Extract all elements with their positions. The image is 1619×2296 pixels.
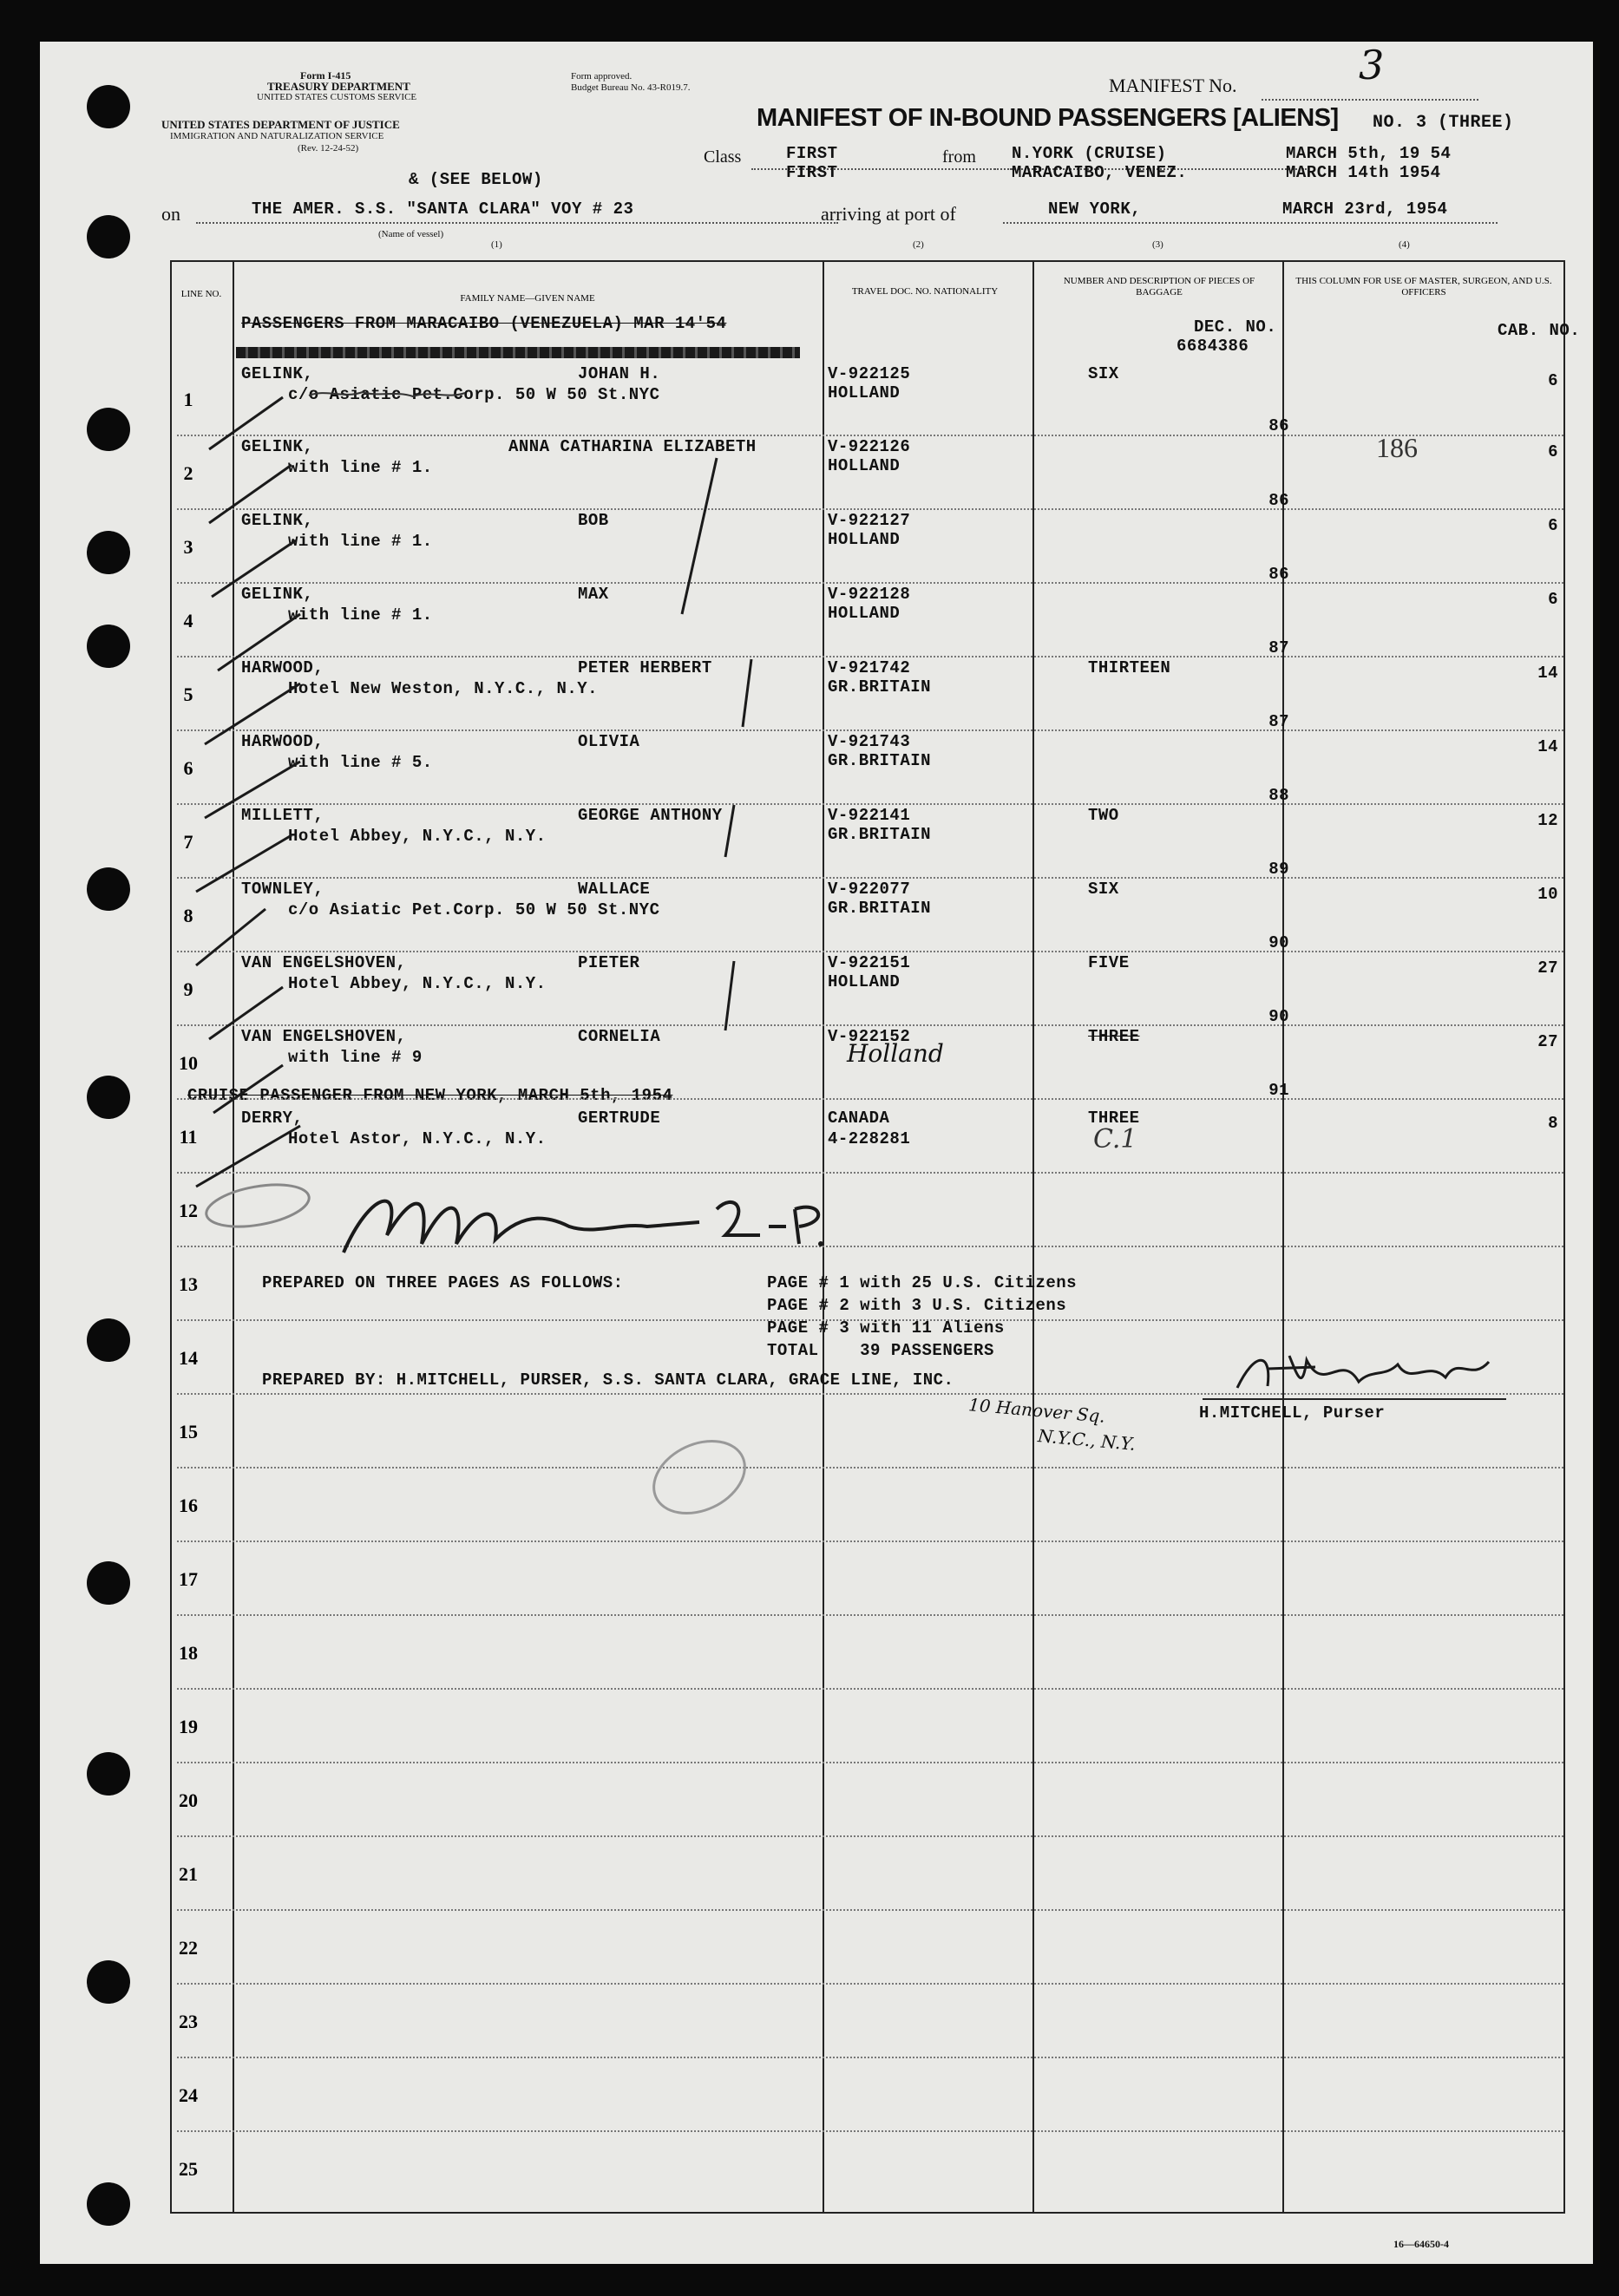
given-name: BOB — [578, 511, 609, 530]
travel-doc-no: V-922127 — [828, 511, 911, 530]
dec-number: 88 — [1268, 786, 1289, 805]
travel-doc-no: V-922128 — [828, 585, 911, 604]
from-value-1: N.YORK (CRUISE) — [1012, 144, 1167, 163]
cab-number: 10 — [1537, 885, 1558, 904]
cab-number: 8 — [1548, 1114, 1558, 1133]
cab-number: 6 — [1548, 516, 1558, 535]
baggage: SIX — [1088, 364, 1119, 383]
nationality: CANADA — [828, 1109, 890, 1128]
date-value-2: MARCH 14th 1954 — [1286, 163, 1441, 182]
nationality: HOLLAND — [828, 972, 901, 991]
travel-doc-no: V-922152 — [828, 1027, 911, 1046]
address: with line # 1. — [288, 532, 433, 551]
line-number: 21 — [179, 1863, 198, 1885]
line-number: 7 — [183, 831, 193, 853]
line-number: 8 — [183, 905, 193, 926]
page-summary-total: TOTAL 39 PASSENGERS — [767, 1341, 994, 1360]
line-number: 13 — [179, 1273, 198, 1295]
page-summary-1: PAGE # 1 with 25 U.S. Citizens — [767, 1273, 1078, 1292]
address: Hotel New Weston, N.Y.C., N.Y. — [288, 679, 599, 698]
line-number: 11 — [179, 1126, 198, 1148]
line-number: 6 — [183, 757, 193, 779]
cab-number: 27 — [1537, 958, 1558, 978]
line-number: 25 — [179, 2158, 198, 2180]
given-name: ANNA CATHARINA ELIZABETH — [508, 437, 757, 456]
revision: (Rev. 12-24-52) — [298, 143, 359, 154]
travel-doc-no: V-922141 — [828, 806, 911, 825]
cab-number: 14 — [1537, 737, 1558, 756]
footer-code: 16—64650-4 — [1393, 2238, 1449, 2250]
line-number: 24 — [179, 2084, 198, 2106]
line-number: 1 — [183, 389, 193, 410]
from-label: from — [942, 147, 976, 167]
class-label: Class — [704, 147, 742, 167]
cab-number: 12 — [1537, 811, 1558, 830]
prepared-by: PREPARED BY: H.MITCHELL, PURSER, S.S. SANTA CLARA, GRACE LINE, INC. — [262, 1370, 954, 1390]
budget-bureau: Budget Bureau No. 43-R019.7. — [571, 82, 691, 93]
line-number: 20 — [179, 1789, 198, 1811]
binder-hole — [87, 1752, 130, 1796]
baggage: TWO — [1088, 806, 1119, 825]
purser-signature — [1220, 1343, 1506, 1403]
class-value-1: FIRST — [786, 144, 838, 163]
line-number: 23 — [179, 2011, 198, 2032]
binder-hole — [87, 2182, 130, 2226]
family-name: MILLETT, — [241, 806, 324, 825]
binder-hole — [87, 1318, 130, 1362]
family-name: TOWNLEY, — [241, 880, 324, 899]
address: c/o Asiatic Pet.Corp. 50 W 50 St.NYC — [288, 900, 660, 919]
travel-doc-no: V-921742 — [828, 658, 911, 677]
col-head-line-no: LINE NO. — [180, 289, 222, 299]
address: Hotel Abbey, N.Y.C., N.Y. — [288, 974, 547, 993]
dec-number: 86 — [1268, 491, 1289, 510]
given-name: PIETER — [578, 953, 640, 972]
address: c/o Asiatic Pet.Corp. 50 W 50 St.NYC — [288, 385, 660, 404]
vessel-caption: (Name of vessel) — [378, 229, 444, 239]
given-name: GEORGE ANTHONY — [578, 806, 723, 825]
travel-doc-no: V-922125 — [828, 364, 911, 383]
binder-hole — [87, 408, 130, 451]
arrival-date: MARCH 23rd, 1954 — [1282, 200, 1448, 219]
binder-hole — [87, 85, 130, 128]
line-number: 18 — [179, 1642, 198, 1664]
binder-hole — [87, 531, 130, 574]
binder-hole — [87, 1561, 130, 1605]
nationality: GR.BRITAIN — [828, 751, 932, 770]
annotation-186: 186 — [1376, 432, 1418, 463]
customs-service: UNITED STATES CUSTOMS SERVICE — [257, 92, 417, 102]
page-summary-3: PAGE # 3 with 11 Aliens — [767, 1318, 1005, 1338]
travel-doc-no: V-921743 — [828, 732, 911, 751]
family-name: GELINK, — [241, 511, 314, 530]
handwritten-address-2: N.Y.C., N.Y. — [1037, 1425, 1137, 1455]
nationality: HOLLAND — [828, 383, 901, 402]
given-name: MAX — [578, 585, 609, 604]
page-summary-2: PAGE # 2 with 3 U.S. Citizens — [767, 1296, 1067, 1315]
dec-number: 91 — [1268, 1081, 1289, 1100]
travel-doc-no: V-922151 — [828, 953, 911, 972]
line-number: 3 — [183, 536, 193, 558]
baggage: SIX — [1088, 880, 1119, 899]
col-head-baggage: NUMBER AND DESCRIPTION OF PIECES OF BAGGAGE — [1063, 276, 1255, 298]
line-number: 15 — [179, 1421, 198, 1442]
date-value-1: MARCH 5th, 19 54 — [1286, 144, 1452, 163]
family-name: GELINK, — [241, 585, 314, 604]
given-name: OLIVIA — [578, 732, 640, 751]
stamp-mark — [639, 1429, 760, 1525]
address: with line # 5. — [288, 753, 433, 772]
row11-annotation: C.1 — [1093, 1124, 1137, 1155]
family-name: HARWOOD, — [241, 658, 324, 677]
family-name: GELINK, — [241, 364, 314, 383]
family-name: DERRY, — [241, 1109, 304, 1128]
manifest-title: MANIFEST OF IN-BOUND PASSENGERS [ALIENS] — [757, 104, 1339, 132]
given-name: PETER HERBERT — [578, 658, 712, 677]
cab-number: 6 — [1548, 371, 1558, 390]
cab-number: 27 — [1537, 1032, 1558, 1051]
address: Hotel Abbey, N.Y.C., N.Y. — [288, 827, 547, 846]
baggage: FIVE — [1088, 953, 1130, 972]
dec-number: 86 — [1268, 416, 1289, 435]
form-approved: Form approved. — [571, 71, 633, 82]
travel-doc-no: 4-228281 — [828, 1129, 911, 1148]
line-number: 9 — [183, 978, 193, 1000]
col-ref-2: (2) — [913, 239, 924, 250]
family-name: GELINK, — [241, 437, 314, 456]
line-number: 19 — [179, 1716, 198, 1737]
nationality: GR.BRITAIN — [828, 825, 932, 844]
handwritten-address-1: 10 Hanover Sq. — [967, 1394, 1106, 1427]
col-head-officers: THIS COLUMN FOR USE OF MASTER, SURGEON, AND U.S. OFFICERS — [1295, 276, 1552, 298]
col-head-travel-doc: TRAVEL DOC. NO. NATIONALITY — [851, 286, 999, 297]
manifest-title-no: NO. 3 (THREE) — [1373, 113, 1514, 133]
line-number: 17 — [179, 1568, 198, 1590]
vessel-name: THE AMER. S.S. "SANTA CLARA" VOY # 23 — [252, 200, 634, 219]
cab-number: 6 — [1548, 590, 1558, 609]
travel-doc-no: V-922077 — [828, 880, 911, 899]
address: with line # 1. — [288, 605, 433, 625]
binder-hole — [87, 625, 130, 668]
nationality: HOLLAND — [828, 604, 901, 623]
dec-number: 90 — [1268, 1007, 1289, 1026]
from-value-2: MARACAIBO, VENEZ. — [1012, 163, 1188, 182]
binder-hole — [87, 215, 130, 258]
cab-no-label: CAB. NO. — [1498, 321, 1581, 340]
baggage: THIRTEEN — [1088, 658, 1171, 677]
baggage: THREE — [1088, 1109, 1140, 1128]
immigration-service: IMMIGRATION AND NATURALIZATION SERVICE — [170, 131, 384, 141]
cab-number: 6 — [1548, 442, 1558, 461]
dec-number: 89 — [1268, 860, 1289, 879]
line-number: 12 — [179, 1200, 198, 1221]
given-name: JOHAN H. — [578, 364, 661, 383]
line-number: 14 — [179, 1347, 198, 1369]
dec-number: 87 — [1268, 638, 1289, 657]
baggage: THREE — [1088, 1027, 1140, 1046]
line-number: 22 — [179, 1937, 198, 1959]
manifest-page — [40, 42, 1593, 2264]
col-ref-3: (3) — [1152, 239, 1163, 250]
line-number: 16 — [179, 1495, 198, 1516]
dec-no-value: 6684386 — [1177, 337, 1249, 356]
see-below: & (SEE BELOW) — [409, 170, 543, 189]
family-name: VAN ENGELSHOVEN, — [241, 1027, 407, 1046]
family-name: VAN ENGELSHOVEN, — [241, 953, 407, 972]
section-heading-cruise: CRUISE PASSENGER FROM NEW YORK, MARCH 5th, 1954 — [187, 1086, 673, 1105]
dec-number: 87 — [1268, 712, 1289, 731]
dec-no-label: DEC. NO. — [1194, 317, 1277, 337]
manifest-no-value: 3 — [1359, 42, 1385, 88]
class-value-2: FIRST — [786, 163, 838, 182]
family-name: HARWOOD, — [241, 732, 324, 751]
dec-number: 90 — [1268, 933, 1289, 952]
nationality: HOLLAND — [828, 530, 901, 549]
col-ref-4: (4) — [1399, 239, 1410, 250]
address: with line # 9 — [288, 1048, 423, 1067]
binder-hole — [87, 867, 130, 911]
arriving-label: arriving at port of — [821, 203, 956, 225]
arrival-port: NEW YORK, — [1048, 200, 1142, 219]
given-name: CORNELIA — [578, 1027, 661, 1046]
dept-justice: UNITED STATES DEPARTMENT OF JUSTICE — [161, 118, 400, 131]
address: Hotel Astor, N.Y.C., N.Y. — [288, 1129, 547, 1148]
dec-number: 86 — [1268, 565, 1289, 584]
given-name: GERTRUDE — [578, 1109, 661, 1128]
check-marks — [40, 42, 1593, 1256]
nationality: GR.BRITAIN — [828, 677, 932, 697]
travel-doc-no: V-922126 — [828, 437, 911, 456]
department: TREASURY DEPARTMENT — [267, 80, 410, 93]
form-number: Form I-415 — [300, 69, 351, 82]
cab-number: 14 — [1537, 664, 1558, 683]
line-number: 10 — [179, 1052, 198, 1074]
nationality: Holland — [847, 1039, 944, 1068]
section-heading-maracaibo: PASSENGERS FROM MARACAIBO (VENEZUELA) MAR 14'54 — [241, 314, 727, 333]
line-number: 4 — [183, 610, 193, 631]
col-ref-1: (1) — [491, 239, 502, 250]
nationality: GR.BRITAIN — [828, 899, 932, 918]
line-number: 5 — [183, 684, 193, 705]
purser-name: H.MITCHELL, Purser — [1199, 1403, 1386, 1423]
prepared-on-label: PREPARED ON THREE PAGES AS FOLLOWS: — [262, 1273, 624, 1292]
binder-hole — [87, 1960, 130, 2004]
manifest-no-label: MANIFEST No. — [1109, 75, 1237, 96]
address: with line # 1. — [288, 458, 433, 477]
binder-hole — [87, 1076, 130, 1119]
line-number: 2 — [183, 462, 193, 484]
nationality: HOLLAND — [828, 456, 901, 475]
given-name: WALLACE — [578, 880, 651, 899]
col-head-name: FAMILY NAME—GIVEN NAME — [460, 293, 595, 304]
on-label: on — [161, 203, 180, 225]
